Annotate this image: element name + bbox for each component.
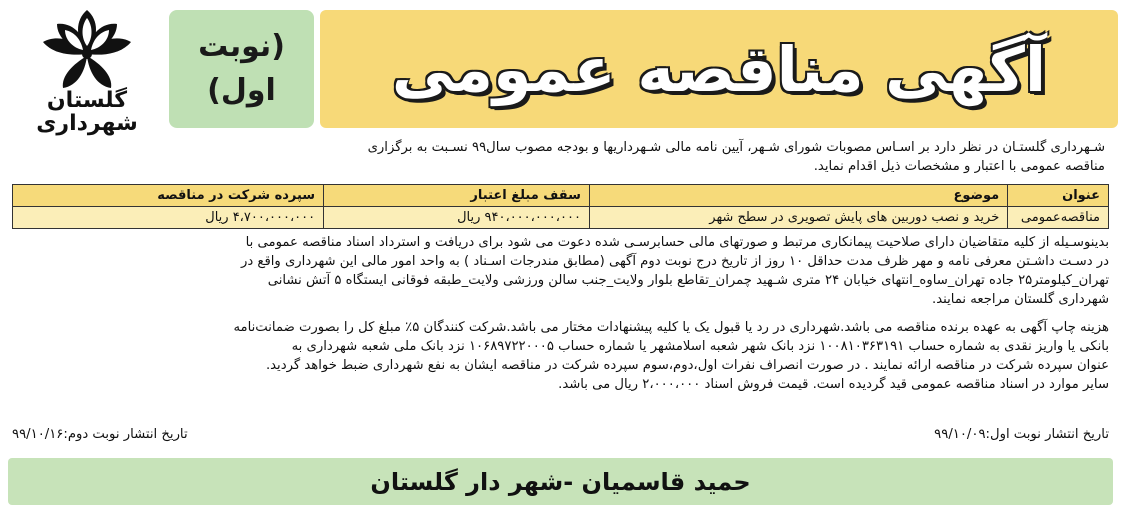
round-badge <box>169 10 314 128</box>
terms-line: عنوان سپرده شرکت در مناقصه ارائه نمایند . در صورت انصراف نفرات اول،دوم،سوم سپرده شرکت در مناقصه ایشان به نفع شهرداری ضبط خواهد گردید. <box>265 358 1109 373</box>
invitation-line: تهران_کیلومتر۲۵ جاده تهران_ساوه_انتهای خیابان ۲۴ متری شـهید چمران_تقاطع بلوار ولایت_جنب سالن ورزشی ولایت_طبقه فوقانی ایستگاه ۵ آتش نشانی <box>267 273 1109 288</box>
invitation-line: بدینوسـیله از کلیه متقاضیان دارای صلاحیت پیمانکاری مرتبط و صورتهای مالی حسابرسـی شده دعوت می شود برای دریافت و استرداد اسناد مناقصه عمومی با <box>245 235 1109 250</box>
terms-line: سایر موارد در اسناد مناقصه عمومی قید گردیده است. قیمت فروش اسناد ۲،۰۰۰،۰۰۰ ریال می باشد. <box>558 377 1109 392</box>
second-publication-date: تاریخ انتشار نوبت دوم:۹۹/۱۰/۱۶ <box>12 427 188 442</box>
first-publication-date: تاریخ انتشار نوبت اول:۹۹/۱۰/۰۹ <box>934 427 1109 442</box>
terms-line: بانکی یا واریز نقدی به شماره حساب ۱۰۰۸۱۰۳۶۳۱۹۱ نزد بانک شهر شعبه اسلامشهر یا شماره حساب ۱۰۶۸۹۷۲۲۰۰۰۵ نزد بانک ملی شعبه شهرداری به <box>291 339 1109 354</box>
round-label: (نوبت اول) <box>198 29 285 108</box>
mayor-signature: حمید قاسمیان -شهر دار گلستان <box>370 467 751 496</box>
terms-paragraph <box>9 318 1109 394</box>
header-title: عنوان <box>1008 185 1109 207</box>
signature-footer <box>8 458 1113 505</box>
tender-table <box>12 184 1109 229</box>
header-credit-cap: سقف مبلغ اعتبار <box>324 185 590 207</box>
table-row <box>13 207 1109 229</box>
invitation-line: در دسـت داشـتن معرفی نامه و مهر ظرف مدت حداقل ۱۰ روز از تاریخ درج نوبت دوم آگهی (مطابق مندرجات اسـناد ) به واحد امور مالی این شهرداری واقع در <box>241 254 1109 269</box>
invitation-line: شهرداری گلستان مراجعه نمایند. <box>932 292 1109 307</box>
cell-title: مناقصه‌عمومی <box>1008 207 1109 229</box>
logo-text-municipality: شهرداری <box>36 111 138 136</box>
title-banner <box>320 10 1118 128</box>
intro-line: مناقصه عمومی با اعتبار و مشخصات ذیل اقدام نماید. <box>813 159 1105 174</box>
publication-dates <box>12 427 1109 447</box>
cell-credit-cap: ۹۴۰،۰۰۰،۰۰۰،۰۰۰ ریال <box>324 207 590 229</box>
invitation-paragraph <box>9 233 1109 309</box>
notice-title: آگهی مناقصه عمومی <box>391 32 1047 106</box>
municipality-logo <box>12 8 162 138</box>
flower-logo-icon <box>27 8 147 94</box>
header-subject: موضوع <box>589 185 1007 207</box>
logo-text-golestan: گلستان <box>46 88 128 113</box>
intro-paragraph <box>145 138 1105 176</box>
cell-deposit: ۴،۷۰۰،۰۰۰،۰۰۰ ریال <box>13 207 324 229</box>
cell-subject: خرید و نصب دوربین های پایش تصویری در سطح شهر <box>589 207 1007 229</box>
intro-line: شـهرداری گلستـان در نظر دارد بر اسـاس مصوبات شورای شـهر، آیین نامه مالی شـهرداریها و بودجه مصوب سال۹۹ نسـبت به برگزاری <box>367 140 1105 155</box>
header-deposit: سپرده شرکت در مناقصه <box>13 185 324 207</box>
terms-line: هزینه چاپ آگهی به عهده برنده مناقصه می باشد.شهرداری در رد یا قبول یک یا کلیه پیشنهادات مختار می باشد.شرکت کنندگان ۵٪ مبلغ کل را بصورت ضمانت‌نامه <box>233 320 1109 335</box>
table-header-row <box>13 185 1109 207</box>
